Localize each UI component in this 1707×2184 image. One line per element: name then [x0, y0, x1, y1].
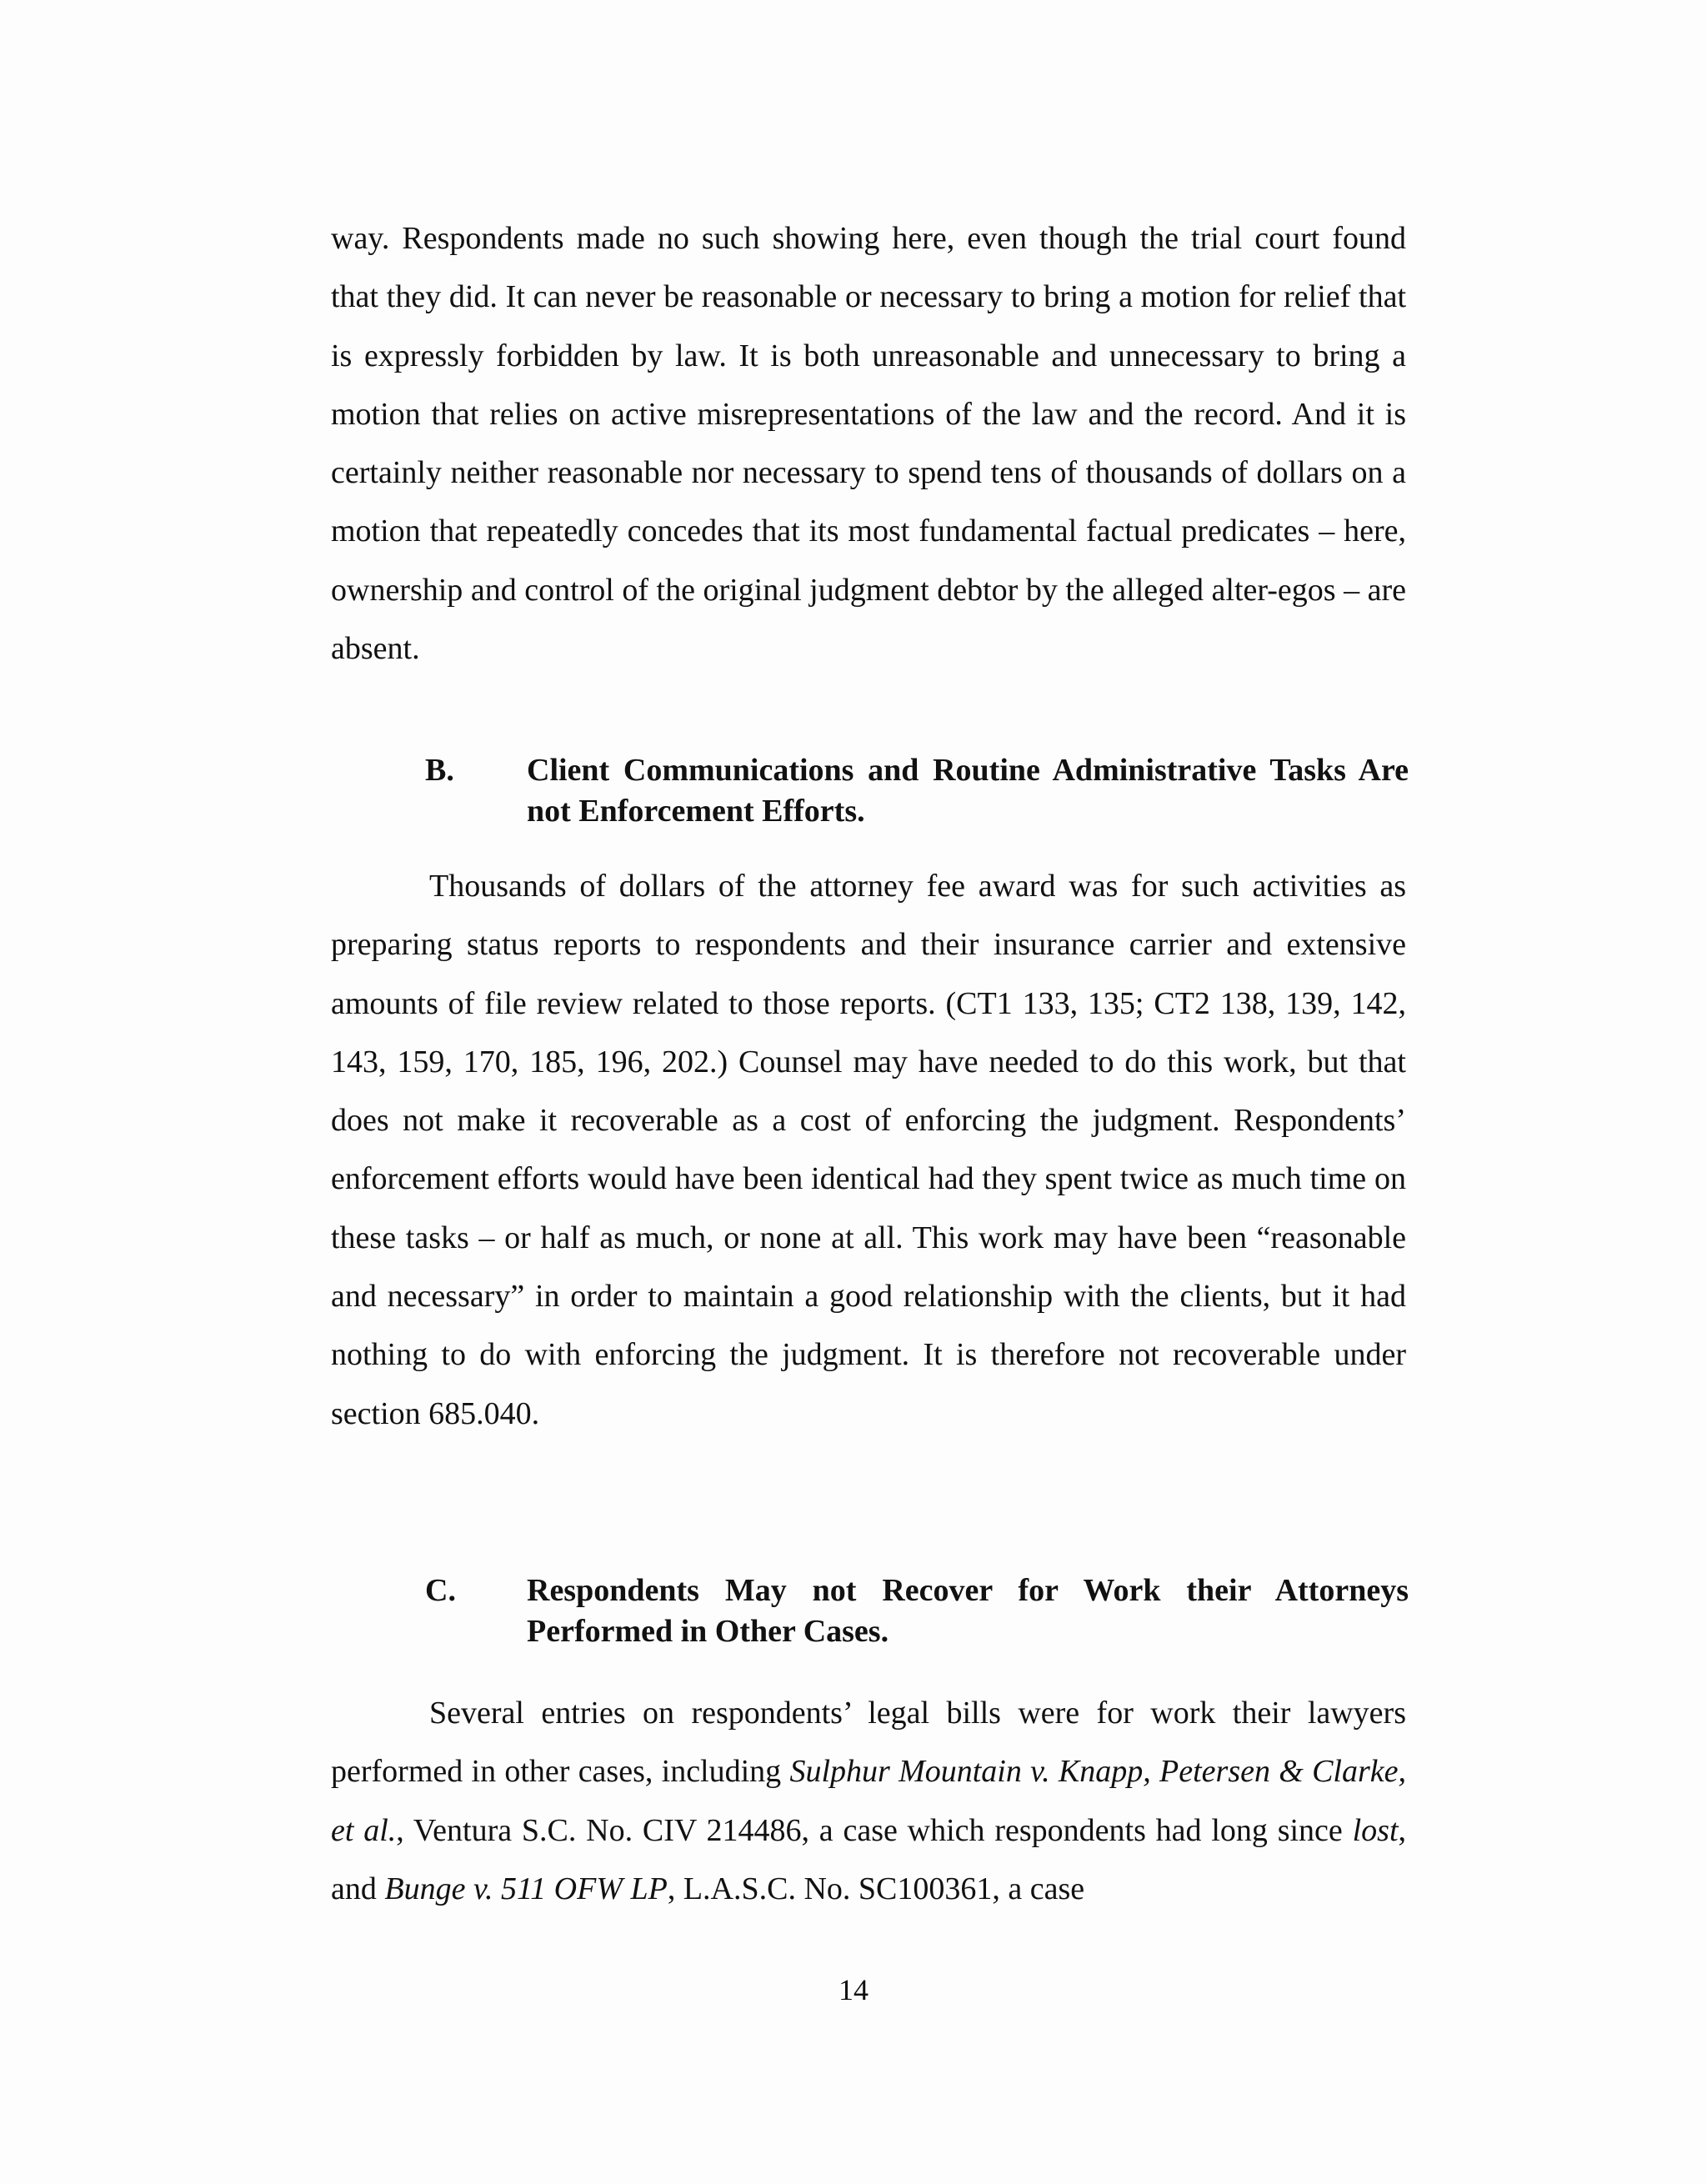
body-paragraph-3	[331, 1684, 1406, 1918]
section-letter-c: C.	[425, 1573, 456, 1608]
body-paragraph-2: Thousands of dollars of the attorney fee award was for such activities as preparing status reports to respondents and their insurance carrier and extensive amounts of file review related to those reports. (CT1 133, 135; CT2 138, 139, 142, 143, 159, 170, 185, 196, 202.) Counsel may have needed to do this work, but that does not make it recoverable as a cost of enforcing the judgment. Respondents’ enforcement efforts would have been identical had they spent twice as much time on these tasks – or half as much, or none at all. This work may have been “reasonable and necessary” in order to maintain a good relationship with the clients, but it had nothing to do with enforcing the judgment. It is therefore not recoverable under section 685.040.	[331, 869, 1406, 1431]
section-title-c: Respondents May not Recover for Work their Attorneys Performed in Other Cases.	[527, 1573, 1409, 1649]
paragraph-3-text-2: , Ventura S.C. No. CIV 214486, a case which respondents had long since	[396, 1812, 1353, 1848]
section-letter-b: B.	[425, 753, 454, 788]
case-citation-sulphur-mountain: Sulphur Mountain v. Knapp, Petersen & Clarke, et al.	[331, 1754, 1406, 1848]
case-citation-bunge: Bunge v. 511 OFW LP	[384, 1871, 668, 1906]
emphasis-lost: lost	[1352, 1812, 1399, 1848]
section-heading-c	[425, 1570, 1409, 1652]
page-number: 14	[838, 1973, 869, 2006]
paragraph-3-text-1: Several entries on respondents’ legal bills were for work their lawyers performed in other cases, including	[331, 1696, 1406, 1790]
body-paragraph-1: way. Respondents made no such showing here, even though the trial court found that they did. It can never be reasonable or necessary to bring a motion for relief that is expressly forbidden by law. It is both unreasonable and unnecessary to bring a motion that relies on active misrepresentations of the law and the record. And it is certainly neither reasonable nor necessary to spend tens of thousands of dollars on a motion that repeatedly concedes that its most fundamental factual predicates – here, ownership and control of the original judgment debtor by the alleged alter-egos – are absent.	[331, 221, 1406, 667]
section-heading-b	[425, 750, 1409, 832]
paragraph-3-text-3: , and	[331, 1812, 1407, 1906]
section-title-b: Client Communications and Routine Administrative Tasks Are not Enforcement Efforts.	[527, 753, 1409, 829]
paragraph-3-text-4: , L.A.S.C. No. SC100361, a case	[667, 1871, 1085, 1906]
